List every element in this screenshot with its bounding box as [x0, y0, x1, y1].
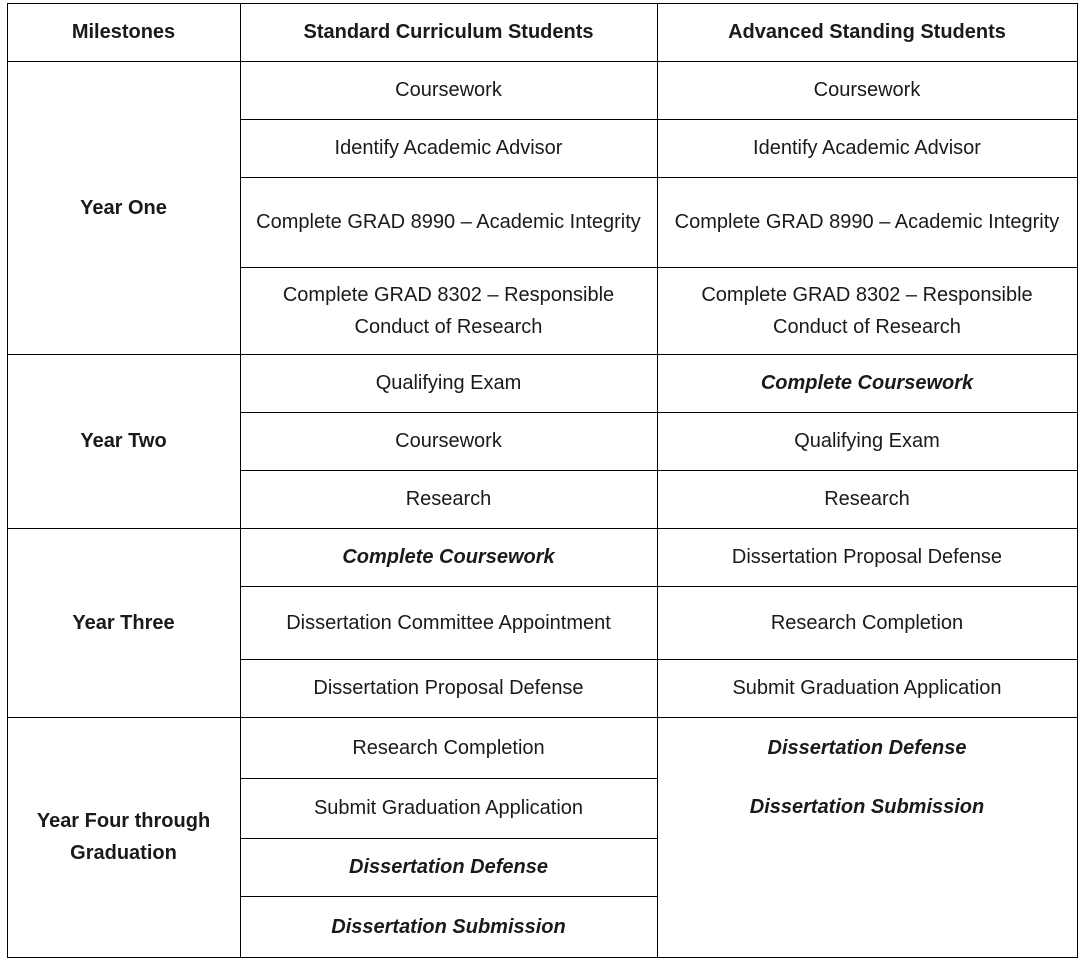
standard-cell: Dissertation Proposal Defense	[313, 677, 584, 699]
standard-cell-emphasized: Dissertation Defense	[349, 856, 548, 878]
standard-cell: Complete GRAD 8990 – Academic Integrity	[256, 211, 641, 233]
standard-cell: Coursework	[395, 430, 502, 452]
header-standard-curriculum: Standard Curriculum Students	[303, 21, 594, 43]
standard-cell: Research Completion	[352, 736, 545, 759]
advanced-cell: Complete GRAD 8990 – Academic Integrity	[674, 211, 1060, 233]
advanced-cell: Complete GRAD 8302 – Responsible Conduct of Research	[701, 283, 1033, 338]
advanced-cell-emphasized: Dissertation Defense	[767, 736, 967, 759]
milestones-table	[7, 3, 1078, 958]
advanced-cell: Coursework	[813, 79, 921, 101]
advanced-cell-emphasized: Dissertation Submission	[749, 796, 985, 818]
advanced-cell: Qualifying Exam	[794, 430, 940, 452]
standard-cell: Submit Graduation Application	[313, 797, 584, 819]
standard-cell: Dissertation Committee Appointment	[286, 611, 611, 634]
standard-cell-emphasized: Dissertation Submission	[331, 915, 566, 938]
milestone-year-three: Year Three	[72, 611, 175, 634]
advanced-cell: Dissertation Proposal Defense	[731, 546, 1003, 568]
advanced-cell: Submit Graduation Application	[732, 677, 1002, 699]
advanced-cell: Research	[824, 488, 910, 510]
advanced-cell-emphasized: Complete Coursework	[760, 372, 974, 394]
milestone-year-two: Year Two	[80, 430, 167, 452]
advanced-cell: Research Completion	[770, 611, 964, 634]
standard-cell-emphasized: Complete Coursework	[342, 546, 555, 568]
header-milestones: Milestones	[71, 21, 176, 43]
standard-cell: Coursework	[395, 79, 502, 101]
milestone-year-one: Year One	[80, 196, 167, 219]
advanced-cell: Identify Academic Advisor	[753, 137, 981, 159]
header-advanced-standing: Advanced Standing Students	[728, 21, 1006, 43]
milestone-year-four: Year Four through Graduation	[36, 810, 211, 864]
standard-cell: Complete GRAD 8302 – Responsible Conduct of Research	[282, 283, 615, 338]
standard-cell: Qualifying Exam	[375, 372, 522, 394]
standard-cell: Research	[405, 488, 492, 510]
standard-cell: Identify Academic Advisor	[334, 137, 563, 159]
